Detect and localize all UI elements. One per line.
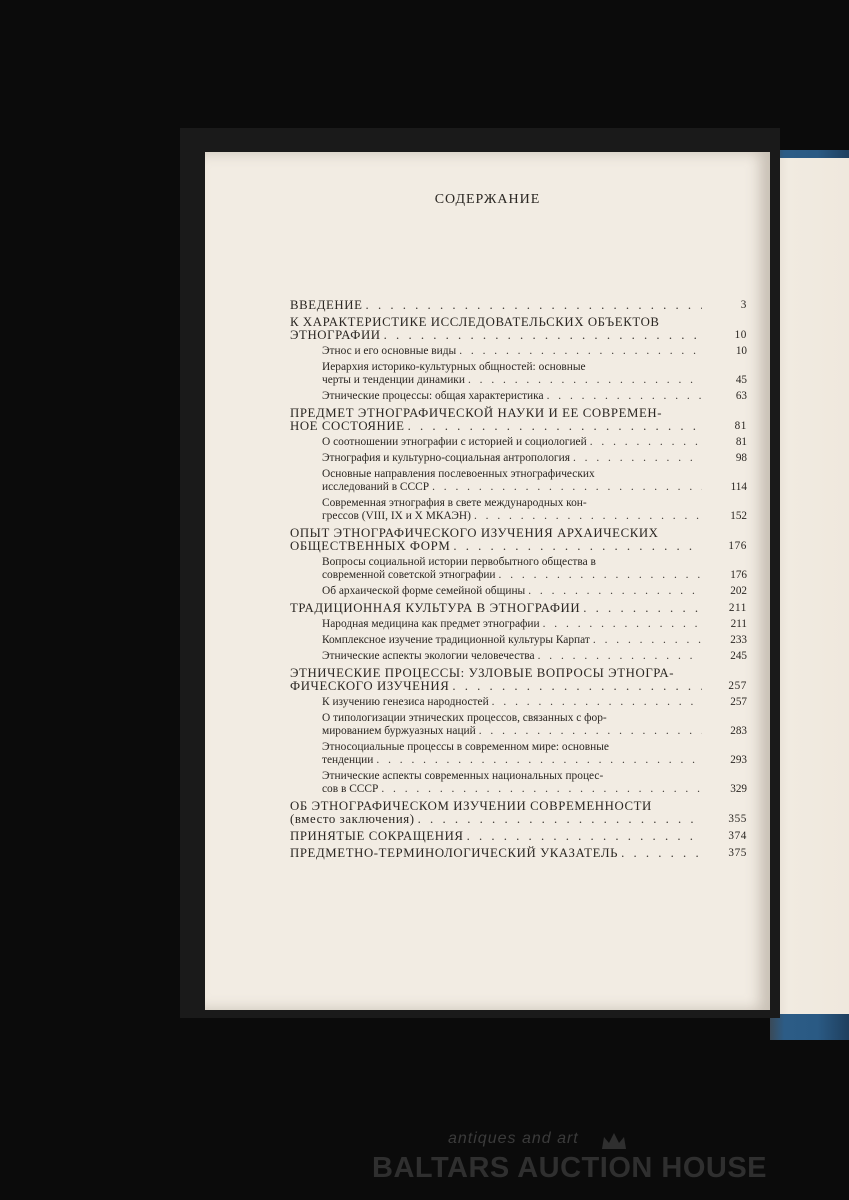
toc-entry-title: мированием буржуазных наций (322, 725, 476, 737)
toc-section (290, 770, 747, 796)
toc-section (290, 556, 747, 582)
toc-page-number: 176 (730, 569, 747, 581)
toc-chapter (290, 846, 747, 860)
toc-section (290, 497, 747, 523)
dot-leader (376, 754, 702, 767)
toc-entry-last-line (322, 481, 702, 494)
toc-entry-line: Этносоциальные процессы в современном мире: основные (322, 741, 609, 753)
toc-page-number: 233 (730, 634, 747, 646)
toc-section (290, 741, 747, 767)
toc-chapter (290, 315, 747, 342)
toc-page-number: 374 (728, 830, 747, 842)
toc-section (290, 712, 747, 738)
dot-leader (418, 813, 702, 826)
dot-leader (468, 374, 702, 387)
toc-entry-last-line (322, 725, 702, 738)
toc-entry-title: О соотношении этнографии с историей и социологией (322, 436, 587, 448)
toc-page-number: 10 (734, 329, 747, 341)
toc-chapter (290, 406, 747, 433)
toc-page-number: 211 (730, 618, 747, 630)
toc-entry-title: исследований в СССР (322, 481, 430, 493)
toc-page-number: 98 (735, 452, 747, 464)
dot-leader (583, 602, 702, 615)
toc-entry-title: ЭТНОГРАФИИ (290, 328, 381, 342)
toc-entry-title: сов в СССР (322, 783, 379, 795)
toc-entry-last-line (290, 813, 702, 826)
dot-leader (381, 783, 702, 796)
toc-page-number: 81 (734, 420, 747, 432)
toc-entry-title: Этнические аспекты экологии человечества (322, 650, 535, 662)
toc-chapter (290, 298, 747, 312)
toc-entry-title: черты и тенденции динамики (322, 374, 465, 386)
dot-leader (453, 540, 702, 553)
toc-entry-title: НОЕ СОСТОЯНИЕ (290, 419, 405, 433)
toc-section (290, 452, 747, 465)
toc-entry-last-line (290, 602, 702, 615)
page-title: СОДЕРЖАНИЕ (434, 192, 541, 207)
toc-chapter (290, 829, 747, 843)
toc-entry-title: (вместо заключения) (290, 812, 415, 826)
toc-entry-last-line (290, 830, 702, 843)
dot-leader (528, 585, 702, 598)
crown-icon (600, 1131, 628, 1151)
toc-page-number: 176 (728, 540, 747, 552)
toc-entry-title: ВВЕДЕНИЕ (290, 298, 363, 312)
toc-chapter (290, 799, 747, 826)
toc-page-number: 375 (728, 847, 747, 859)
toc-section (290, 361, 747, 387)
toc-section (290, 696, 747, 709)
table-of-contents (290, 295, 747, 860)
toc-entry-last-line (322, 345, 702, 358)
toc-entry-title: Этнография и культурно-социальная антропология (322, 452, 570, 464)
toc-entry-line: Этнические аспекты современных национальных процес- (322, 770, 604, 782)
toc-entry-line: Современная этнография в свете международных кон- (322, 497, 587, 509)
dot-leader (384, 329, 702, 342)
toc-chapter (290, 666, 747, 693)
dot-leader (479, 725, 702, 738)
toc-entry-last-line (322, 783, 702, 796)
dot-leader (467, 830, 702, 843)
toc-page-number: 63 (735, 390, 747, 402)
toc-entry-last-line (322, 569, 702, 582)
toc-page-number: 152 (730, 510, 747, 522)
toc-entry-title: Народная медицина как предмет этнографии (322, 618, 540, 630)
toc-section (290, 345, 747, 358)
toc-page-number: 3 (740, 299, 747, 311)
toc-page-number: 293 (730, 754, 747, 766)
toc-entry-last-line (290, 299, 702, 312)
dot-leader (366, 299, 702, 312)
toc-entry-line: Вопросы социальной истории первобытного общества в (322, 556, 596, 568)
toc-page-number: 45 (735, 374, 747, 386)
toc-entry-title: ФИЧЕСКОГО ИЗУЧЕНИЯ (290, 679, 450, 693)
toc-entry-last-line (322, 510, 702, 523)
dot-leader (590, 436, 702, 449)
toc-entry-last-line (290, 680, 702, 693)
toc-entry-title: ТРАДИЦИОННАЯ КУЛЬТУРА В ЭТНОГРАФИИ (290, 601, 581, 615)
toc-page-number: 355 (728, 813, 747, 825)
toc-entry-title: Этнос и его основные виды (322, 345, 457, 357)
toc-entry-line: ПРЕДМЕТ ЭТНОГРАФИЧЕСКОЙ НАУКИ И ЕЕ СОВРЕМЕН- (290, 406, 663, 420)
dot-leader (492, 696, 702, 709)
toc-page-number: 245 (730, 650, 747, 662)
toc-entry-line: Основные направления послевоенных этнографических (322, 468, 595, 480)
toc-entry-line: К ХАРАКТЕРИСТИКЕ ИССЛЕДОВАТЕЛЬСКИХ ОБЪЕКТОВ (290, 315, 660, 329)
toc-entry-last-line (290, 329, 702, 342)
toc-section (290, 390, 747, 403)
toc-page-number: 257 (728, 680, 747, 692)
toc-entry-title: Об архаической форме семейной общины (322, 585, 526, 597)
dot-leader (573, 452, 702, 465)
dot-leader (408, 420, 702, 433)
toc-page-number: 114 (730, 481, 747, 493)
toc-entry-last-line (322, 374, 702, 387)
toc-page-number: 10 (735, 345, 747, 357)
dot-leader (621, 847, 702, 860)
dot-leader (499, 569, 702, 582)
toc-entry-line: ОБ ЭТНОГРАФИЧЕСКОМ ИЗУЧЕНИИ СОВРЕМЕННОСТИ (290, 799, 652, 813)
toc-section (290, 585, 747, 598)
toc-section (290, 650, 747, 663)
watermark (372, 1130, 772, 1190)
toc-entry-title: грессов (VIII, IX и X МКАЭН) (322, 510, 471, 522)
dot-leader (459, 345, 702, 358)
toc-entry-last-line (290, 540, 702, 553)
toc-entry-last-line (322, 390, 702, 403)
toc-entry-last-line (322, 618, 702, 631)
toc-entry-title: К изучению генезиса народностей (322, 696, 489, 708)
dot-leader (452, 680, 702, 693)
toc-entry-line: Иерархия историко-культурных общностей: основные (322, 361, 586, 373)
toc-entry-last-line (322, 634, 702, 647)
toc-entry-last-line (322, 436, 702, 449)
toc-section (290, 468, 747, 494)
toc-section (290, 634, 747, 647)
toc-entry-title: ОБЩЕСТВЕННЫХ ФОРМ (290, 539, 451, 553)
toc-entry-title: Комплексное изучение традиционной культуры Карпат (322, 634, 590, 646)
toc-chapter (290, 526, 747, 553)
dot-leader (538, 650, 702, 663)
toc-entry-last-line (322, 585, 702, 598)
toc-page-number: 283 (730, 725, 747, 737)
toc-entry-last-line (322, 754, 702, 767)
toc-page-number: 202 (730, 585, 747, 597)
dot-leader (432, 481, 702, 494)
toc-entry-title: ПРИНЯТЫЕ СОКРАЩЕНИЯ (290, 829, 464, 843)
watermark-subtitle: antiques and art (448, 1130, 579, 1147)
toc-page-number: 81 (735, 436, 747, 448)
toc-entry-title: тенденции (322, 754, 374, 766)
toc-entry-last-line (322, 650, 702, 663)
toc-entry-last-line (290, 847, 702, 860)
watermark-name: BALTARS AUCTION HOUSE (372, 1152, 768, 1184)
toc-page-number: 211 (728, 602, 747, 614)
toc-entry-line: ЭТНИЧЕСКИЕ ПРОЦЕССЫ: УЗЛОВЫЕ ВОПРОСЫ ЭТНОГРА- (290, 666, 675, 680)
dot-leader (593, 634, 702, 647)
toc-section (290, 618, 747, 631)
toc-entry-last-line (322, 452, 702, 465)
toc-entry-line: О типологизации этнических процессов, связанных с фор- (322, 712, 607, 724)
dot-leader (543, 618, 702, 631)
dot-leader (474, 510, 702, 523)
toc-page-number: 257 (730, 696, 747, 708)
toc-entry-title: современной советской этнографии (322, 569, 496, 581)
toc-entry-line: ОПЫТ ЭТНОГРАФИЧЕСКОГО ИЗУЧЕНИЯ АРХАИЧЕСКИХ (290, 526, 659, 540)
book-page (205, 152, 770, 1010)
toc-entry-title: Этнические процессы: общая характеристика (322, 390, 544, 402)
toc-chapter (290, 601, 747, 615)
toc-entry-last-line (322, 696, 702, 709)
dot-leader (547, 390, 702, 403)
toc-page-number: 329 (730, 783, 747, 795)
toc-entry-title: ПРЕДМЕТНО-ТЕРМИНОЛОГИЧЕСКИЙ УКАЗАТЕЛЬ (290, 846, 619, 860)
toc-section (290, 436, 747, 449)
toc-entry-last-line (290, 420, 702, 433)
